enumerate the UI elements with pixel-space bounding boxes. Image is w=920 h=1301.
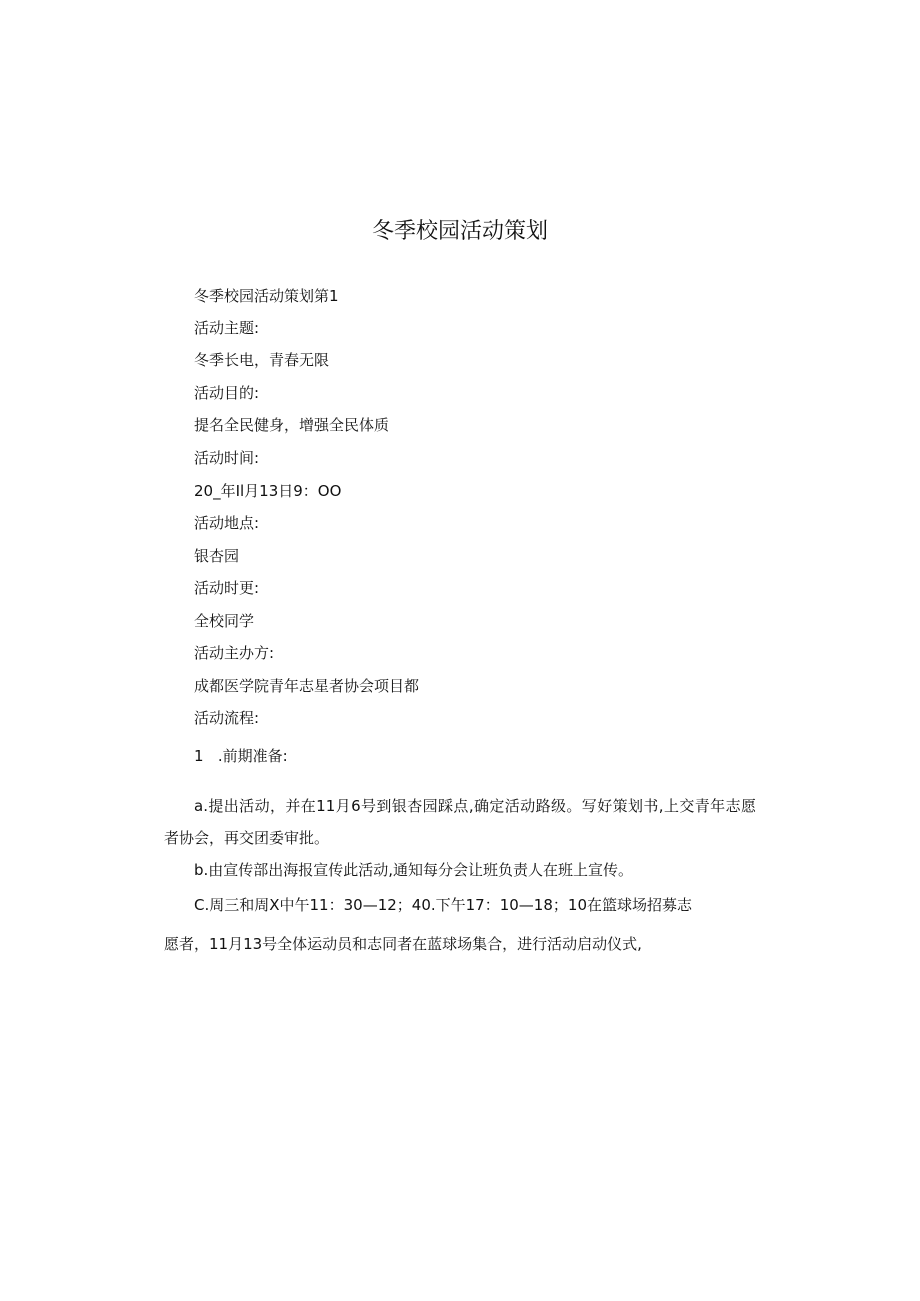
document-line: 成都医学院青年志星者协会项目都 bbox=[194, 677, 420, 695]
document-line: 银杏园 bbox=[194, 547, 240, 565]
document-line: 冬季校园活动策划第1 bbox=[194, 287, 339, 305]
document-line: 全校同学 bbox=[194, 612, 255, 630]
paragraph-c-line2: 愿者，11月13号全体运动员和志同者在蓝球场集合，进行活动启动仪式, bbox=[164, 935, 642, 953]
document-title: 冬季校园活动策划 bbox=[371, 219, 548, 244]
document-line: 活动主题: bbox=[194, 319, 260, 337]
document-line: 20_年Il月13日9：OO bbox=[194, 482, 342, 500]
document-line: 活动地点: bbox=[194, 514, 260, 532]
document-line: 冬季长电，青春无限 bbox=[194, 351, 330, 369]
document-line: 1 .前期准备: bbox=[194, 747, 288, 765]
document-line: 活动流程: bbox=[194, 709, 260, 727]
paragraph-c-line1: C.周三和周X中午11：30—12；40.下午17：10—18；10在篮球场招募志 bbox=[194, 896, 692, 914]
document-line: 活动时更: bbox=[194, 579, 260, 597]
document-line: 活动时间: bbox=[194, 449, 260, 467]
document-line: 活动目的: bbox=[194, 384, 260, 402]
document-line: 活动主办方: bbox=[194, 644, 275, 662]
paragraph-b: b.由宣传部出海报宣传此活动,通知每分会让班负责人在班上宣传。 bbox=[194, 861, 634, 879]
paragraph-a: a.提出活动，并在11月6号到银杏园踩点,确定活动路级。写好策划书,上交青年志愿者协会，再交团委审批。 bbox=[164, 797, 756, 847]
document-line: 提名全民健身，增强全民体质 bbox=[194, 416, 390, 434]
